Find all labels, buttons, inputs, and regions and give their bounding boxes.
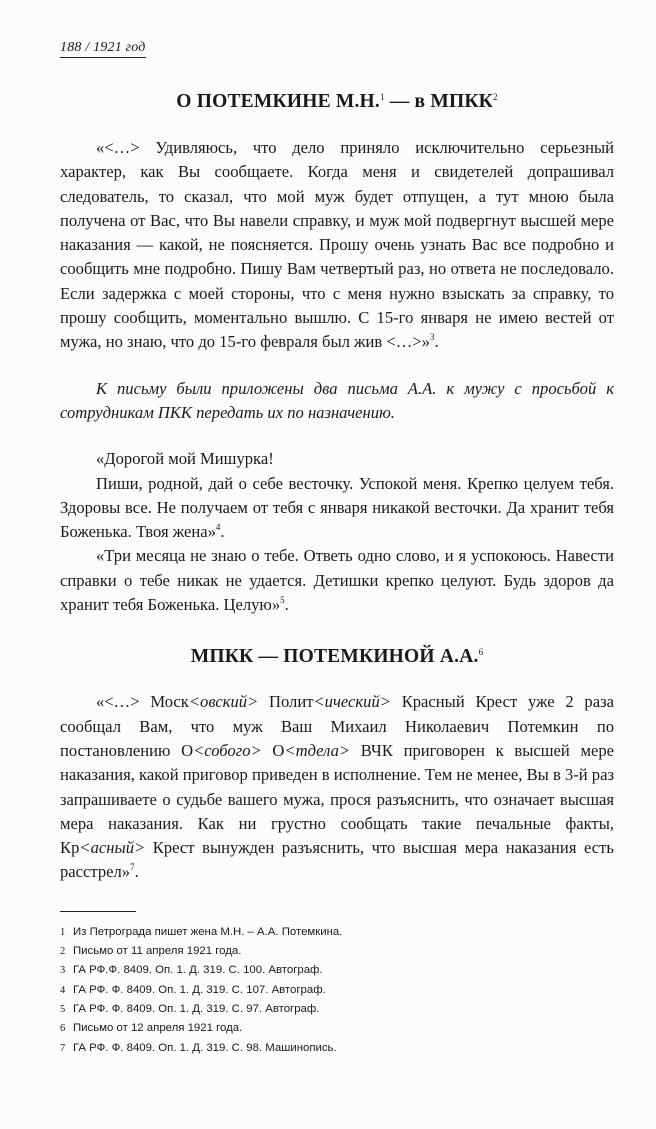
reply-italic-5: <асный> (79, 838, 146, 858)
footnote-ref-1[interactable]: 1 (379, 92, 385, 102)
title1-text2: — в МПКК (384, 91, 493, 112)
reply-text-4: О (261, 740, 285, 760)
letter1-body (60, 472, 614, 545)
letter2-text: «Три месяца не знаю о тебе. Ответь одно слово, и я успокоюсь. Навести справки о тебе никак не удается. Детишки крепко целуют. Будь здоров да хранит тебя Боженька. Целую» (60, 546, 614, 615)
running-head: 188 / 1921 год (60, 40, 146, 58)
footnote-number: 6 (60, 1023, 66, 1035)
reply-text-1: «<…> Моск (96, 692, 189, 712)
reply-end: . (134, 862, 139, 882)
footnote-number: 7 (60, 1042, 66, 1054)
footnote-number: 2 (60, 946, 66, 958)
reply-italic-1: <овский> (188, 692, 259, 712)
section-title-1 (60, 91, 614, 113)
footnote-divider (60, 911, 136, 912)
paragraph-text: «<…> Удивляюсь, что дело приняло исключительно серьезный характер, как Вы сообщаете. Когда меня и свидетелей допрашивал следователь, то сказал, что мой муж будет отпущен, а тут мною была получена от Вас, что Вы навели справку, и муж мой подвергнут высшей мере наказания — какой, не поясняется. Прошу очень узнать Вас все подробно и сообщить мне подробно. Пишу Вам четвертый раз, но ответа не последовало. Если задержка с моей стороны, что с меня нужно взыскать за справку, то прошу сообщить, моментально вышлю. С 15-го января не имею вестей от мужа, но знаю, что до 15-го февраля был жив <…>» (60, 138, 614, 352)
footnote-text: Письмо от 12 апреля 1921 года. (73, 1022, 243, 1035)
footnote-number: 4 (60, 984, 66, 996)
footnote-6 (60, 1019, 614, 1038)
footnote-text: Из Петрограда пишет жена М.Н. – А.А. Потемкина. (73, 925, 343, 938)
footnote-text: Письмо от 11 апреля 1921 года. (73, 945, 242, 958)
footnote-ref-7[interactable]: 7 (130, 862, 135, 873)
section-title-2 (60, 646, 614, 668)
reply-text-2: Полит (258, 692, 314, 712)
letter1-text: Пиши, родной, дай о себе весточку. Успокой меня. Крепко целуем тебя. Здоровы все. Не получаем от тебя с января никакой весточки. Да хранит тебя Боженька. Твоя жена» (60, 473, 614, 542)
footnotes (60, 923, 614, 1058)
footnote-ref-6[interactable]: 6 (478, 647, 484, 658)
paragraph-mpkk-reply (60, 690, 614, 884)
footnote-number: 5 (60, 1003, 66, 1015)
document-page (60, 38, 614, 1058)
footnote-1 (60, 923, 614, 942)
footnote-number: 3 (60, 965, 66, 977)
title1-text: О ПОТЕМКИНЕ М.Н. (176, 91, 380, 112)
title2-text: МПКК — ПОТЕМКИНОЙ А.А. (190, 646, 479, 668)
letter1-salutation: «Дорогой мой Мишурка! (96, 449, 274, 469)
footnote-ref-4[interactable]: 4 (215, 522, 221, 533)
footnote-4 (60, 981, 614, 1000)
letter2-end: . (284, 595, 289, 615)
reply-text-6: Крест вынужден разъяснить, что высшая мера наказания есть расстрел» (60, 838, 614, 882)
letter2-body (60, 544, 614, 617)
footnote-number: 1 (60, 926, 66, 938)
editorial-note: К письму были приложены два письма А.А. к мужу с просьбой к сотрудникам ПКК передать их по назначению. (60, 378, 614, 422)
footnote-text: ГА РФ. Ф. 8409. Оп. 1. Д. 319. С. 98. Машинопись. (73, 1041, 337, 1054)
reply-text-3: Красный Крест уже 2 раза сообщал Вам, что муж Ваш Михаил Николаевич Потемкин по постановлению О (60, 692, 615, 760)
reply-text-5: ВЧК приговорен к высшей мере наказания, какой приговор приведен в исполнение. Тем не менее, Вы в 3-й раз запрашиваете о судьбе вашего мужа, прося разъяснить, что означает высшая мера наказания. Как ни грустно сообщать такие печальные факты, Кр (60, 740, 614, 858)
footnote-7 (60, 1039, 614, 1058)
footnote-ref-3[interactable]: 3 (429, 332, 435, 343)
reply-italic-3: <собого> (193, 740, 262, 760)
footnote-5 (60, 1000, 614, 1019)
footnote-text: ГА РФ. Ф. 8409. Оп. 1. Д. 319. С. 107. Автограф. (73, 983, 326, 996)
reply-italic-4: <тдела> (284, 740, 351, 760)
reply-italic-2: <ический> (313, 692, 391, 712)
footnote-text: ГА РФ.Ф. 8409. Оп. 1. Д. 319. С. 100. Автограф. (73, 964, 323, 977)
paragraph-letter-to-mpkk (60, 136, 614, 355)
paragraph-end: . (434, 332, 439, 352)
footnote-ref-2[interactable]: 2 (493, 92, 498, 102)
letter1-end: . (220, 522, 225, 542)
footnote-2 (60, 942, 614, 961)
footnote-text: ГА РФ. Ф. 8409. Оп. 1. Д. 319. С. 97. Автограф. (73, 1002, 320, 1015)
footnote-ref-5[interactable]: 5 (280, 595, 285, 606)
footnote-3 (60, 961, 614, 980)
